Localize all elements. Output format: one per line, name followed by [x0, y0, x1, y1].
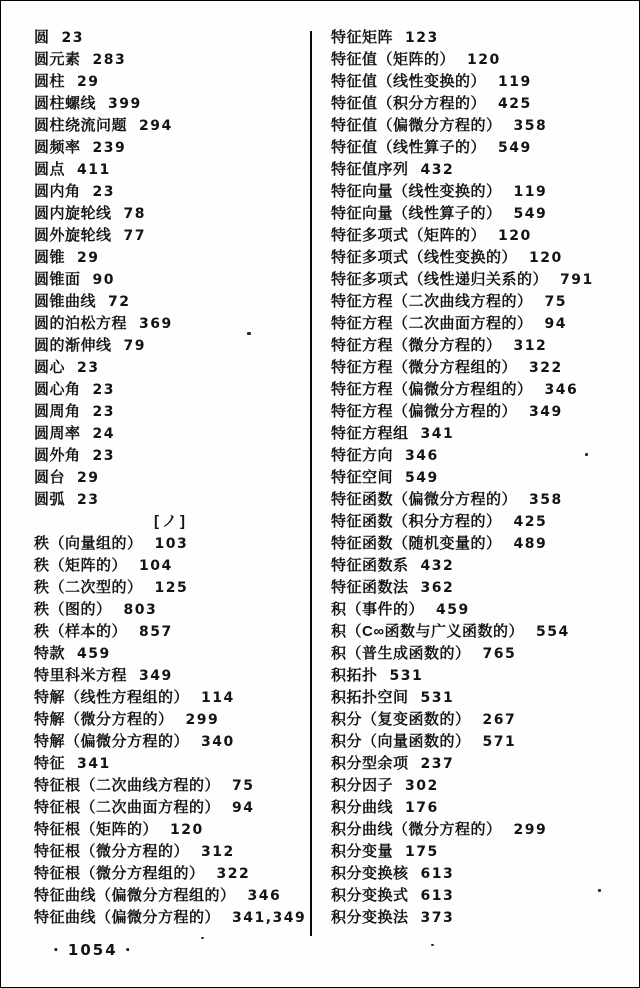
entry-page-number: 237: [420, 756, 455, 772]
index-entry: [34, 599, 308, 621]
index-entry: [34, 379, 308, 401]
entry-term: 特征矩阵: [331, 29, 394, 46]
entry-term: 特征曲线（偏微分方程的）: [34, 909, 221, 926]
entry-term: 圆周角: [34, 403, 81, 420]
entry-term: 特征向量（线性变换的）: [331, 183, 502, 200]
entry-term: 特征根（二次曲面方程的）: [34, 799, 221, 816]
entry-page-number: 571: [482, 734, 517, 750]
entry-page-number: 531: [389, 668, 424, 684]
index-entry: [331, 335, 635, 357]
entry-page-number: 349: [529, 404, 563, 420]
entry-page-number: 23: [77, 492, 100, 508]
entry-term: 秩（图的）: [34, 601, 112, 618]
entry-term: 特征向量（线性算子的）: [331, 205, 502, 222]
right-column: [331, 27, 635, 929]
scan-speck: [201, 937, 204, 939]
entry-page-number: 119: [513, 184, 548, 200]
index-entry: [34, 115, 308, 137]
entry-page-number: 489: [513, 536, 548, 552]
entry-page-number: 299: [513, 822, 548, 838]
index-entry: [34, 335, 308, 357]
entry-page-number: 613: [420, 888, 455, 904]
entry-page-number: 24: [92, 426, 115, 442]
index-entry: [331, 27, 635, 49]
entry-term: 特征值（积分方程的）: [331, 95, 487, 112]
entry-term: 圆台: [34, 469, 66, 486]
entry-page-number: 78: [123, 206, 146, 222]
entry-page-number: 459: [77, 646, 111, 662]
entry-term: 特征值（矩阵的）: [331, 51, 456, 68]
index-entry: [331, 511, 635, 533]
index-entry: [331, 137, 635, 159]
entry-page-number: 72: [108, 294, 131, 310]
index-entry: [34, 269, 308, 291]
index-entry: [331, 907, 635, 929]
entry-term: 圆锥曲线: [34, 293, 97, 310]
entry-term: 积（普生成函数的）: [331, 645, 471, 662]
entry-page-number: 120: [529, 250, 563, 266]
entry-page-number: 341: [77, 756, 111, 772]
entry-term: 特征方程（偏微分方程的）: [331, 403, 518, 420]
index-entry: [34, 225, 308, 247]
entry-page-number: 340: [201, 734, 235, 750]
scan-speck: [585, 453, 588, 456]
stroke-section-header: [ノ]: [154, 513, 188, 530]
index-entry: [331, 599, 635, 621]
scan-speck: [431, 944, 434, 946]
index-entry: [331, 379, 635, 401]
entry-term: 圆心角: [34, 381, 81, 398]
entry-term: 特征方向: [331, 447, 394, 464]
entry-page-number: 23: [61, 30, 84, 46]
index-entry: [34, 445, 308, 467]
entry-page-number: 294: [139, 118, 173, 134]
entry-page-number: 531: [420, 690, 455, 706]
entry-term: 秩（二次型的）: [34, 579, 143, 596]
entry-term: 圆外旋轮线: [34, 227, 112, 244]
index-entry: [331, 687, 635, 709]
entry-page-number: 267: [482, 712, 517, 728]
entry-page-number: 399: [108, 96, 142, 112]
index-entry: [331, 71, 635, 93]
entry-page-number: 425: [498, 96, 532, 112]
entry-page-number: 373: [420, 910, 455, 926]
entry-term: 秩（样本的）: [34, 623, 128, 640]
entry-term: 积分型余项: [331, 755, 409, 772]
entry-page-number: 554: [536, 624, 570, 640]
entry-term: 特征值序列: [331, 161, 409, 178]
entry-page-number: 549: [405, 470, 439, 486]
entry-term: 特解（线性方程组的）: [34, 689, 190, 706]
index-entry: [331, 731, 635, 753]
entry-term: 特征根（微分方程组的）: [34, 865, 205, 882]
entry-page-number: 77: [123, 228, 146, 244]
index-entry: [34, 159, 308, 181]
entry-term: 特解（偏微分方程的）: [34, 733, 190, 750]
scan-speck: [598, 889, 601, 892]
entry-page-number: 549: [498, 140, 532, 156]
index-entry: [331, 203, 635, 225]
index-entry: [331, 423, 635, 445]
entry-term: 积拓扑空间: [331, 689, 409, 706]
entry-page-number: 90: [92, 272, 115, 288]
entry-term: 圆心: [34, 359, 66, 376]
index-entry: [34, 577, 308, 599]
entry-page-number: 459: [436, 602, 470, 618]
index-entry: [331, 775, 635, 797]
index-entry: [331, 863, 635, 885]
index-entry: [331, 247, 635, 269]
index-entry: [331, 533, 635, 555]
entry-term: 特征值（线性算子的）: [331, 139, 487, 156]
index-entry: [331, 115, 635, 137]
page-number: · 1054 ·: [53, 941, 133, 959]
entry-page-number: 283: [92, 52, 127, 68]
index-entry: [34, 819, 308, 841]
entry-term: 特征方程（二次曲面方程的）: [331, 315, 533, 332]
entry-page-number: 803: [123, 602, 158, 618]
index-entry: [34, 687, 308, 709]
index-entry: [34, 423, 308, 445]
entry-page-number: 613: [420, 866, 455, 882]
entry-page-number: 123: [405, 30, 439, 46]
index-entry: [34, 709, 308, 731]
left-column: [34, 27, 308, 929]
index-entry: [331, 489, 635, 511]
index-entry: [34, 797, 308, 819]
entry-page-number: 23: [92, 184, 115, 200]
entry-page-number: 29: [77, 470, 100, 486]
entry-page-number: 432: [420, 558, 455, 574]
index-entry: [331, 159, 635, 181]
scan-speck: [247, 332, 251, 335]
index-entry: [34, 181, 308, 203]
entry-term: 积分曲线（微分方程的）: [331, 821, 502, 838]
index-entry: [331, 269, 635, 291]
entry-page-number: 425: [513, 514, 548, 530]
index-entry: [34, 467, 308, 489]
index-entry: [34, 401, 308, 423]
entry-page-number: 23: [77, 360, 100, 376]
index-entry: [34, 71, 308, 93]
entry-term: 圆内角: [34, 183, 81, 200]
entry-term: 特征多项式（线性递归关系的）: [331, 271, 549, 288]
index-entry: [331, 643, 635, 665]
index-entry: [34, 137, 308, 159]
entry-page-number: 175: [405, 844, 439, 860]
index-entry: [331, 225, 635, 247]
entry-page-number: 369: [139, 316, 173, 332]
index-entry: [34, 533, 308, 555]
entry-term: 特解（微分方程的）: [34, 711, 174, 728]
index-entry: [34, 203, 308, 225]
entry-page-number: 341,349: [232, 910, 307, 926]
entry-page-number: 103: [154, 536, 189, 552]
index-entry: [331, 797, 635, 819]
index-entry: [34, 357, 308, 379]
entry-page-number: 346: [247, 888, 282, 904]
entry-term: 特征函数（偏微分方程的）: [331, 491, 518, 508]
entry-page-number: 79: [123, 338, 146, 354]
entry-term: 特征函数法: [331, 579, 409, 596]
index-entry: [34, 643, 308, 665]
entry-page-number: 312: [513, 338, 548, 354]
index-entry: [331, 181, 635, 203]
entry-term: 圆柱: [34, 73, 66, 90]
index-entry: [331, 577, 635, 599]
entry-page-number: 349: [139, 668, 173, 684]
index-entry: [331, 401, 635, 423]
entry-term: 特征方程组: [331, 425, 409, 442]
index-entry: [331, 665, 635, 687]
entry-term: 特征函数系: [331, 557, 409, 574]
entry-page-number: 104: [139, 558, 173, 574]
index-entry: [34, 731, 308, 753]
entry-page-number: 114: [201, 690, 235, 706]
entry-term: 特里科米方程: [34, 667, 128, 684]
index-entry: [331, 445, 635, 467]
entry-term: 特征空间: [331, 469, 394, 486]
entry-page-number: 176: [405, 800, 439, 816]
entry-term: 特征方程（微分方程组的）: [331, 359, 518, 376]
entry-term: 特征根（微分方程的）: [34, 843, 190, 860]
index-entry: [34, 27, 308, 49]
entry-term: 积分（复变函数的）: [331, 711, 471, 728]
index-entry: [34, 885, 308, 907]
column-divider-line: [310, 31, 312, 936]
index-entry: [331, 49, 635, 71]
entry-page-number: 341: [420, 426, 455, 442]
entry-page-number: 765: [482, 646, 517, 662]
index-entry: [331, 357, 635, 379]
index-entry: [34, 863, 308, 885]
entry-term: 积分变换法: [331, 909, 409, 926]
entry-term: 特征方程（偏微分方程组的）: [331, 381, 533, 398]
entry-page-number: 432: [420, 162, 455, 178]
entry-page-number: 358: [529, 492, 563, 508]
entry-page-number: 312: [201, 844, 235, 860]
entry-page-number: 549: [513, 206, 548, 222]
entry-page-number: 23: [92, 448, 115, 464]
entry-term: 圆锥面: [34, 271, 81, 288]
entry-page-number: 75: [544, 294, 567, 310]
entry-page-number: 346: [405, 448, 439, 464]
entry-term: 积分曲线: [331, 799, 394, 816]
entry-page-number: 791: [560, 272, 594, 288]
entry-page-number: 346: [544, 382, 579, 398]
entry-term: 特征多项式（线性变换的）: [331, 249, 518, 266]
index-entry: [34, 907, 308, 929]
index-entry: [34, 621, 308, 643]
index-entry: [331, 93, 635, 115]
entry-term: 特征根（矩阵的）: [34, 821, 159, 838]
entry-term: 圆外角: [34, 447, 81, 464]
entry-term: 特征值（偏微分方程的）: [331, 117, 502, 134]
entry-term: 特征: [34, 755, 66, 772]
entry-page-number: 239: [92, 140, 127, 156]
entry-page-number: 23: [92, 404, 115, 420]
index-entry: [331, 819, 635, 841]
entry-term: 圆柱绕流问题: [34, 117, 128, 134]
entry-term: 特征根（二次曲线方程的）: [34, 777, 221, 794]
entry-term: 积（事件的）: [331, 601, 425, 618]
entry-term: 圆的渐伸线: [34, 337, 112, 354]
entry-page-number: 302: [405, 778, 439, 794]
index-entry: [331, 709, 635, 731]
entry-term: 秩（矩阵的）: [34, 557, 128, 574]
entry-term: 积拓扑: [331, 667, 378, 684]
index-entry: [331, 885, 635, 907]
entry-page-number: 94: [544, 316, 567, 332]
entry-term: 特征多项式（矩阵的）: [331, 227, 487, 244]
entry-page-number: 120: [498, 228, 532, 244]
entry-page-number: 358: [513, 118, 548, 134]
entry-term: 圆柱螺线: [34, 95, 97, 112]
index-entry: [331, 753, 635, 775]
entry-page-number: 299: [185, 712, 220, 728]
entry-term: 特款: [34, 645, 66, 662]
index-entry: [34, 291, 308, 313]
index-entry: [331, 291, 635, 313]
index-entry: [331, 841, 635, 863]
entry-term: 特征方程（二次曲线方程的）: [331, 293, 533, 310]
entry-term: 圆元素: [34, 51, 81, 68]
entry-term: 圆锥: [34, 249, 66, 266]
entry-page-number: 322: [216, 866, 251, 882]
entry-term: 积分变换核: [331, 865, 409, 882]
index-entry: [34, 313, 308, 335]
entry-page-number: 857: [139, 624, 173, 640]
entry-term: 圆点: [34, 161, 66, 178]
index-entry: [34, 93, 308, 115]
entry-page-number: 94: [232, 800, 255, 816]
entry-page-number: 29: [77, 250, 100, 266]
entry-term: 积分（向量函数的）: [331, 733, 471, 750]
index-entry: [34, 49, 308, 71]
entry-term: 积（C∞函数与广义函数的）: [331, 623, 525, 640]
entry-page-number: 362: [420, 580, 455, 596]
index-entry: [34, 555, 308, 577]
index-entry: [34, 489, 308, 511]
index-entry: [34, 775, 308, 797]
entry-term: 圆周率: [34, 425, 81, 442]
entry-term: 特征函数（随机变量的）: [331, 535, 502, 552]
entry-term: 圆的泊松方程: [34, 315, 128, 332]
entry-page-number: 125: [154, 580, 189, 596]
entry-term: 圆内旋轮线: [34, 205, 112, 222]
entry-page-number: 75: [232, 778, 255, 794]
entry-page-number: 411: [77, 162, 111, 178]
entry-page-number: 119: [498, 74, 532, 90]
index-entry: [34, 247, 308, 269]
index-entry: [331, 621, 635, 643]
index-entry: [331, 313, 635, 335]
entry-page-number: 23: [92, 382, 115, 398]
entry-term: 圆: [34, 29, 50, 46]
entry-term: 积分变量: [331, 843, 394, 860]
index-entry: [331, 467, 635, 489]
entry-page-number: 29: [77, 74, 100, 90]
entry-page-number: 322: [529, 360, 563, 376]
index-entry: [34, 841, 308, 863]
entry-term: 特征函数（积分方程的）: [331, 513, 502, 530]
entry-term: 特征方程（微分方程的）: [331, 337, 502, 354]
entry-term: 积分因子: [331, 777, 394, 794]
entry-term: 特征值（线性变换的）: [331, 73, 487, 90]
entry-term: 特征曲线（偏微分方程组的）: [34, 887, 236, 904]
entry-term: 积分变换式: [331, 887, 409, 904]
entry-term: 圆弧: [34, 491, 66, 508]
entry-page-number: 120: [170, 822, 204, 838]
index-entry: [34, 665, 308, 687]
entry-term: 秩（向量组的）: [34, 535, 143, 552]
entry-term: 圆频率: [34, 139, 81, 156]
entry-page-number: 120: [467, 52, 501, 68]
index-entry: [331, 555, 635, 577]
index-entry: [34, 753, 308, 775]
